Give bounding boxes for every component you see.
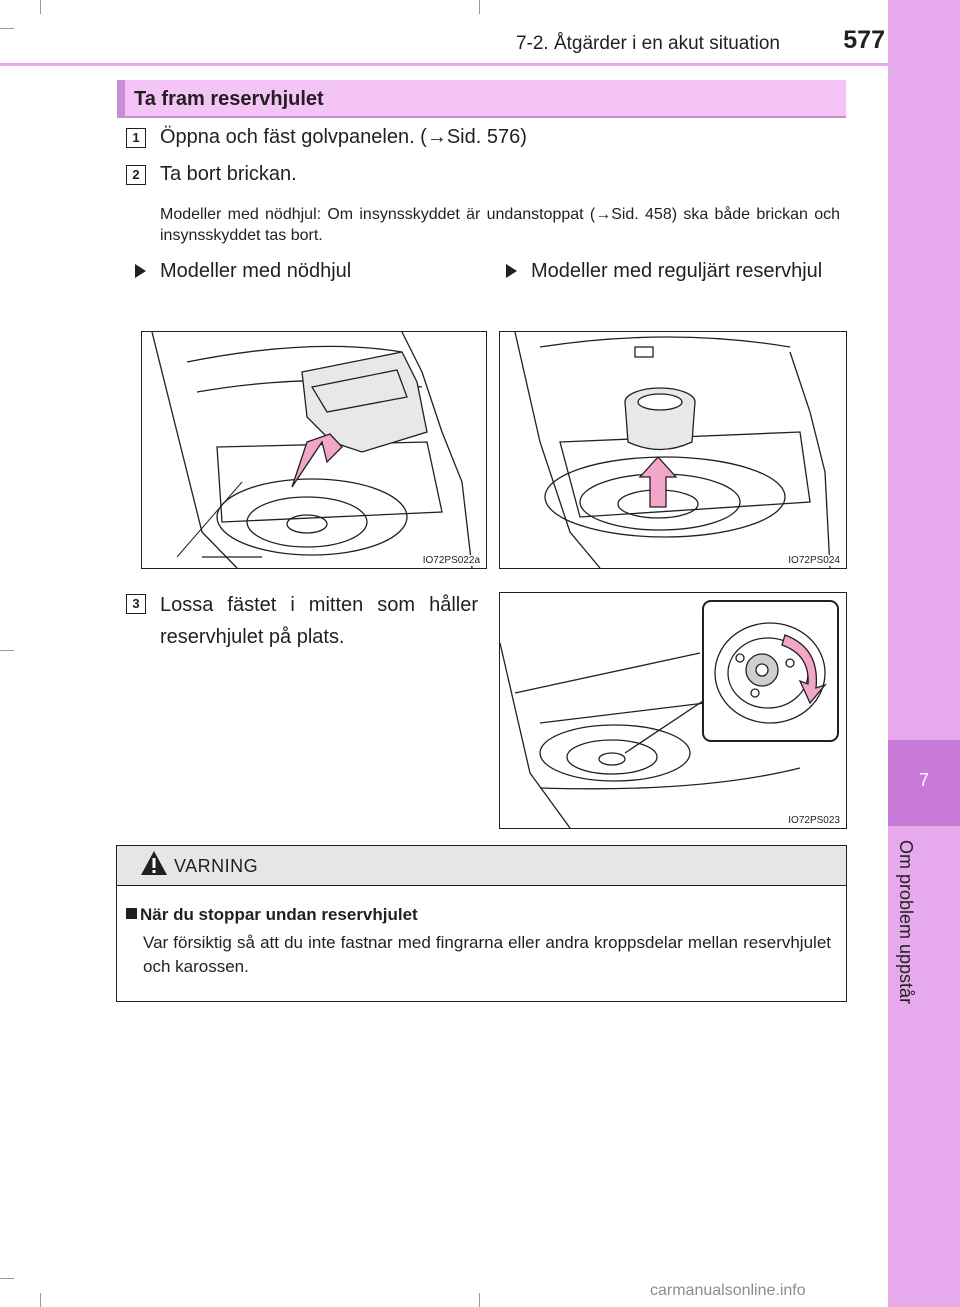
warning-triangle-icon xyxy=(140,850,168,876)
illustration-code: IO72PS023 xyxy=(788,815,840,826)
running-header: 7-2. Åtgärder i en akut situation xyxy=(515,33,780,54)
variant-label xyxy=(135,254,475,288)
step-text: Ta bort brickan. xyxy=(160,163,297,185)
triangle-bullet-icon xyxy=(506,264,517,278)
variant-label xyxy=(506,254,851,288)
variant-label-text: Modeller med nödhjul xyxy=(160,260,352,282)
warning-body: Var försiktig så att du inte fastnar med fingrarna eller andra kroppsdelar mellan reservhjulet och karossen. xyxy=(143,933,831,976)
crop-mark xyxy=(479,1293,480,1307)
warning-subheading: När du stoppar undan reservhjulet xyxy=(140,905,418,924)
triangle-bullet-icon xyxy=(135,264,146,278)
variant-label-text: Modeller med reguljärt reservhjul xyxy=(531,260,823,282)
crop-mark xyxy=(479,0,480,14)
illustration-temporary-spare xyxy=(141,331,487,569)
step-number: 1 xyxy=(126,128,146,148)
step-text: Lossa fästet i mitten som håller reservhjulet på plats. xyxy=(160,594,478,648)
crop-mark xyxy=(0,1278,14,1279)
step-text: Öppna och fäst golvpanelen. (→Sid. 576) xyxy=(160,126,527,148)
illustration-code: IO72PS024 xyxy=(788,555,840,566)
illustration-code: IO72PS022a xyxy=(422,555,480,566)
chapter-number: 7 xyxy=(918,770,929,790)
illustration-regular-spare xyxy=(499,331,847,569)
chapter-side-tab xyxy=(888,0,960,1307)
chapter-title: Om problem uppstår xyxy=(896,840,916,1005)
step-number: 2 xyxy=(126,165,146,185)
crop-mark xyxy=(40,1293,41,1307)
square-bullet-icon xyxy=(126,908,137,919)
header-rule xyxy=(0,63,888,66)
section-title-accent xyxy=(117,80,125,116)
illustration-center-fastener xyxy=(499,592,847,829)
page-number: 577 xyxy=(843,26,885,54)
watermark: carmanualsonline.info xyxy=(650,1282,806,1299)
warning-title: VARNING xyxy=(174,856,259,876)
step-note: Modeller med nödhjul: Om insynsskyddet är undanstoppat (→Sid. 458) ska både brickan och insynsskyddet tas bort. xyxy=(160,206,840,244)
section-title: Ta fram reservhjulet xyxy=(134,88,324,110)
step-number: 3 xyxy=(126,594,146,614)
crop-mark xyxy=(0,28,14,29)
crop-mark xyxy=(0,650,14,651)
crop-mark xyxy=(40,0,41,14)
